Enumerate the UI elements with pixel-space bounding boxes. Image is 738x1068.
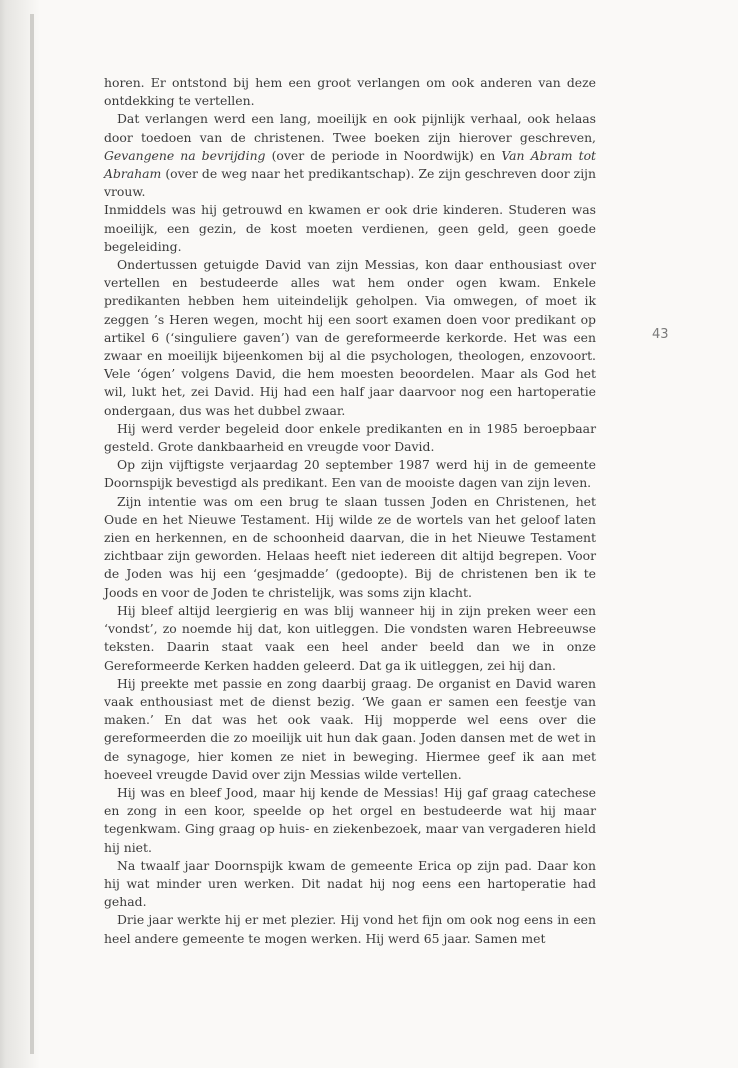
paragraph [104,493,596,602]
body-text [104,74,596,948]
text-run: Ondertussen getuigde David van zijn Messias, kon daar enthousiast over vertellen en bestudeerde alles wat hem onder ogen kwam. Enkele predikanten hebben hem uiteindelijk geholpen. Via omwegen, of moet ik zeggen ’s Heren wegen, mocht hij een soort examen doen voor predikant op artikel 6 (‘singuliere gaven’) van de gereformeerde kerkorde. Het was een zwaar en moeilijk bijeenkomen bij al die psychologen, theologen, enzovoort. Vele ‘ógen’ volgens David, die hem moesten beoordelen. Maar als God het wil, lukt het, zei David. Hij had een half jaar daarvoor nog een hartoperatie ondergaan, dus was het dubbel zwaar. [104,257,596,418]
book-title: Van Abram tot Abraham [104,147,597,182]
paragraph [104,675,596,784]
paragraph [104,602,596,675]
paragraph [104,420,596,456]
text-run: Hij werd verder begeleid door enkele predikanten en in 1985 beroepbaar gesteld. Grote dankbaarheid en vreugde voor David. [104,420,596,455]
text-run: (over de periode in Noordwijk) en [265,147,502,163]
text-run: Hij preekte met passie en zong daarbij graag. De organist en David waren vaak enthousiast met de dienst bezig. ‘We gaan er samen een feestje van maken.’ En dat was het ook vaak. Hij mopperde wel eens over die gereformeerden die zo moeilijk uit hun dak gaan. Joden dansen met de wet in de synagoge, hier komen ze niet in beweging. Hiermee geef ik aan met hoeveel vreugde David over zijn Messias wilde vertellen. [104,675,596,782]
text-run: Na twaalf jaar Doornspijk kwam de gemeente Erica op zijn pad. Daar kon hij wat minder uren werken. Dit nadat hij nog eens een hartoperatie had gehad. [104,857,596,910]
paragraph [104,456,596,492]
text-run: (over de weg naar het predikantschap). Ze zijn geschreven door zijn vrouw. [104,166,596,200]
paragraph [104,911,596,947]
text-run: horen. Er ontstond bij hem een groot verlangen om ook anderen van deze ontdekking te vertellen. [104,75,596,109]
book-title: Gevangene na bevrijding [104,147,266,163]
text-run: Zijn intentie was om een brug te slaan tussen Joden en Christenen, het Oude en het Nieuwe Testament. Hij wilde ze de wortels van het geloof laten zien en herkennen, en de schoonheid daarvan, die in het Nieuwe Testament zichtbaar zijn geworden. Helaas heeft niet iedereen dit altijd begrepen. Voor de Joden was hij een ‘gesjmadde’ (gedoopte). Bij de christenen ben ik te Joods en voor de Joden te christelijk, was soms zijn klacht. [104,493,596,600]
text-run: Hij bleef altijd leergierig en was blij wanneer hij in zijn preken weer een ‘vondst’, zo noemde hij dat, kon uitleggen. Die vondsten waren Hebreeuwse teksten. Daarin staat vaak een heel ander beeld dan we in onze Gereformeerde Kerken hadden geleerd. Dat ga ik uitleggen, zei hij dan. [104,602,596,673]
paragraph [104,256,596,420]
paragraph [104,74,596,110]
text-run: Dat verlangen werd een lang, moeilijk en ook pijnlijk verhaal, ook helaas door toedoen van de christenen. Twee boeken zijn hierover geschreven, [104,111,596,145]
page-number: 43 [652,327,669,342]
paragraph [104,110,596,201]
text-run: Inmiddels was hij getrouwd en kwamen er ook drie kinderen. Studeren was moeilijk, een gezin, de kost moeten verdienen, geen geld, geen goede begeleiding. [104,202,596,254]
paragraph [104,857,596,912]
paragraph [104,784,596,857]
paragraph [104,201,596,256]
text-run: Drie jaar werkte hij er met plezier. Hij vond het fijn om ook nog eens in een heel andere gemeente te mogen werken. Hij werd 65 jaar. Samen met [104,912,596,946]
binding-gutter-line [30,14,34,1054]
binding-gutter-shadow [0,0,40,1068]
text-run: Op zijn vijftigste verjaardag 20 september 1987 werd hij in de gemeente Doornspijk bevestigd als predikant. Een van de mooiste dagen van zijn leven. [104,457,596,491]
text-run: Hij was en bleef Jood, maar hij kende de Messias! Hij gaf graag catechese en zong in een koor, speelde op het orgel en bestudeerde wat hij maar tegenkwam. Ging graag op huis- en ziekenbezoek, maar van vergaderen hield hij niet. [104,784,596,855]
